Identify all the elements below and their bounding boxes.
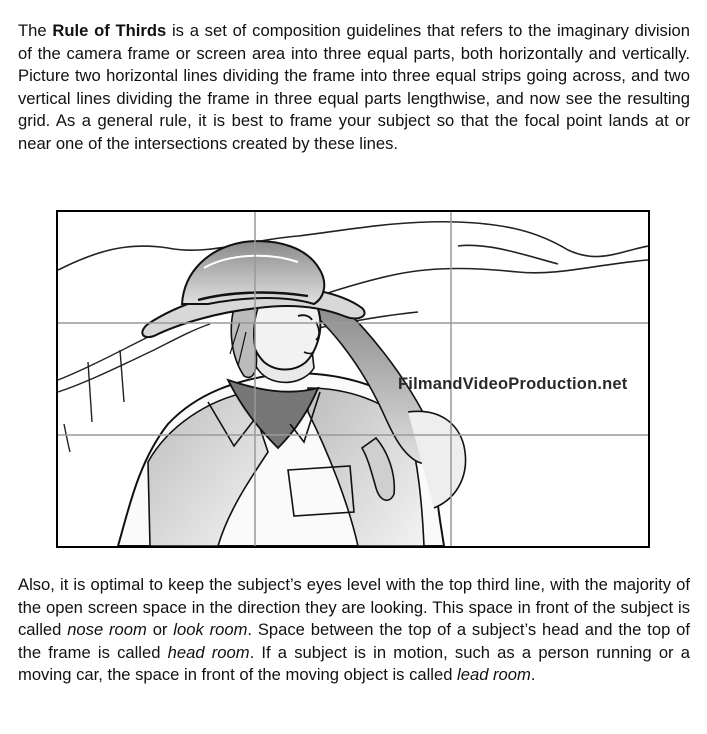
intro-text: The (18, 21, 53, 40)
lead-room-term: lead room (457, 665, 531, 685)
closing-paragraph (18, 574, 690, 687)
nose-room-term: nose room (67, 620, 147, 640)
head-room-term: head room (167, 642, 250, 662)
closing-text-3: . Space between the top of a subject’s head and the top of the frame is called (18, 620, 690, 662)
watermark-text: FilmandVideoProduction.net (398, 375, 628, 393)
rule-of-thirds-illustration (56, 210, 650, 548)
intro-text-rest: is a set of composition guidelines that refers to the imaginary division of the camera frame or screen area into three equal parts, both horizontally and vertically. Picture two horizontal lines dividing the frame into three equal strips going across, and two vertical lines dividing the frame in three equal parts lengthwise, and now see the resulting grid. As a general rule, it is best to frame your subject so that the focal point lands at or near one of the intersections created by these lines. (18, 21, 690, 153)
closing-text-1: Also, it is optimal to keep the subject’s eyes level with the top third line, with the majority of the open screen space in the direction they are looking. This space in front of the subject is called (18, 575, 690, 640)
intro-paragraph (18, 20, 690, 156)
look-room-term: look room (173, 620, 248, 640)
closing-text-5: . (530, 665, 536, 685)
closing-text-4: . If a subject is in motion, such as a person running or a moving car, the space in front of the moving object is called (18, 642, 691, 685)
closing-text-2: or (146, 620, 174, 640)
rule-of-thirds-term: Rule of Thirds (52, 21, 167, 40)
